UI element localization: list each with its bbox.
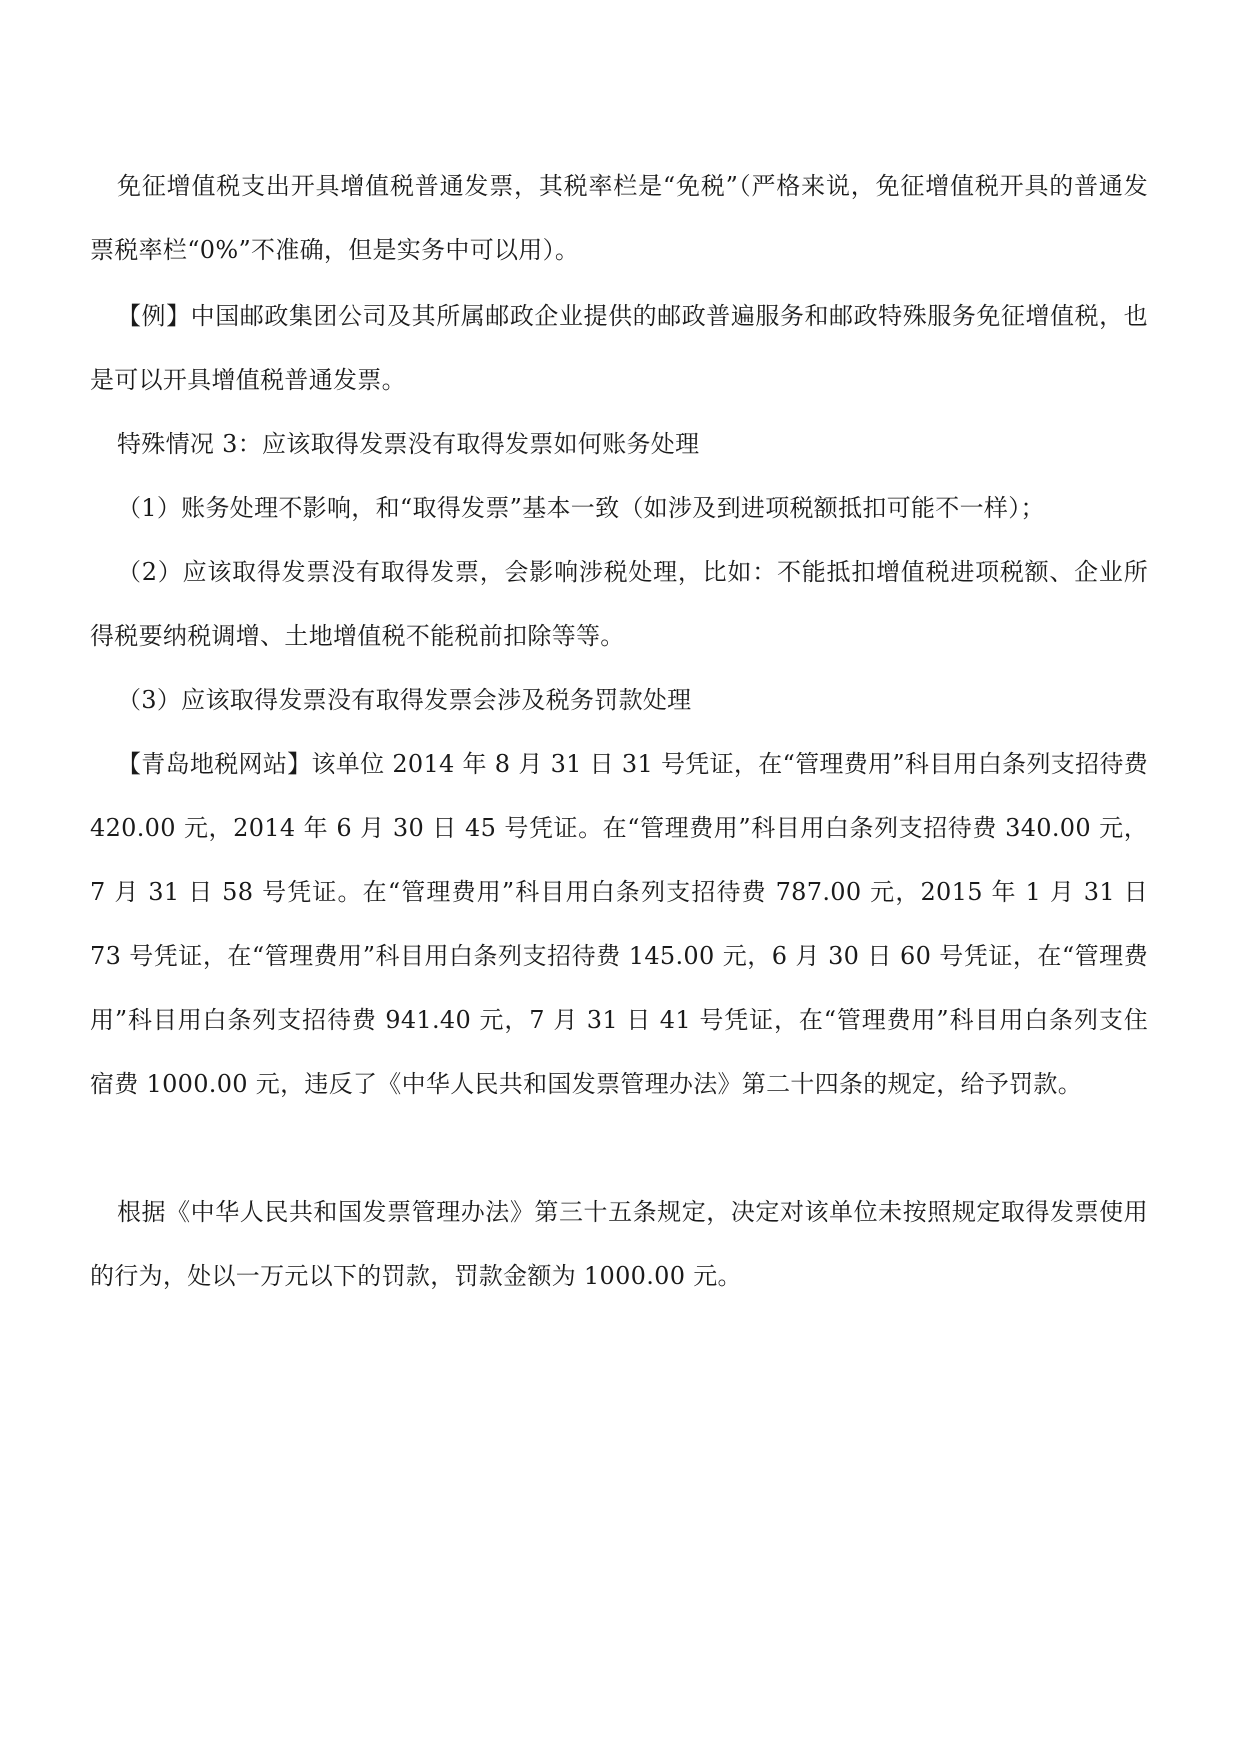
- paragraph-point-3: （3）应该取得发票没有取得发票会涉及税务罚款处理: [117, 686, 692, 714]
- paragraph-postal-example: 【例】中国邮政集团公司及其所属邮政企业提供的邮政普遍服务和邮政特殊服务免征增值税，也是可以开具增值税普通发票。: [90, 302, 1148, 394]
- paragraph-penalty-decision: 根据《中华人民共和国发票管理办法》第三十五条规定，决定对该单位未按照规定取得发票使用的行为，处以一万元以下的罚款，罚款金额为 1000.00 元。: [90, 1198, 1148, 1290]
- heading-special-case-3: 特殊情况 3：应该取得发票没有取得发票如何账务处理: [117, 430, 700, 458]
- paragraph-point-2: （2）应该取得发票没有取得发票，会影响涉税处理，比如：不能抵扣增值税进项税额、企业所得税要纳税调增、土地增值税不能税前扣除等等。: [90, 558, 1148, 650]
- paragraph-tax-exempt-invoice: 免征增值税支出开具增值税普通发票，其税率栏是“免税”（严格来说，免征增值税开具的普通发票税率栏“0%”不准确，但是实务中可以用）。: [90, 172, 1148, 264]
- paragraph-point-1: （1）账务处理不影响，和“取得发票”基本一致（如涉及到进项税额抵扣可能不一样）；: [117, 494, 1045, 522]
- paragraph-qingdao-case: 【青岛地税网站】该单位 2014 年 8 月 31 日 31 号凭证，在“管理费用”科目用白条列支招待费 420.00 元，2014 年 6 月 30 日 45 号凭证。在“管理费用”科目用白条列支招待费 340.00 元，7 月 31 日 58 号凭证。在“管理费用”科目用白条列支招待费 787.00 元，2015 年 1 月 31 日 73 号凭证，在“管理费用”科目用白条列支招待费 145.00 元，6 月 30 日 60 号凭证，在“管理费用”科目用白条列支招待费 941.40 元，7 月 31 日 41 号凭证，在“管理费用”科目用白条列支住宿费 1000.00 元，违反了《中华人民共和国发票管理办法》第二十四条的规定，给予罚款。: [90, 750, 1148, 1098]
